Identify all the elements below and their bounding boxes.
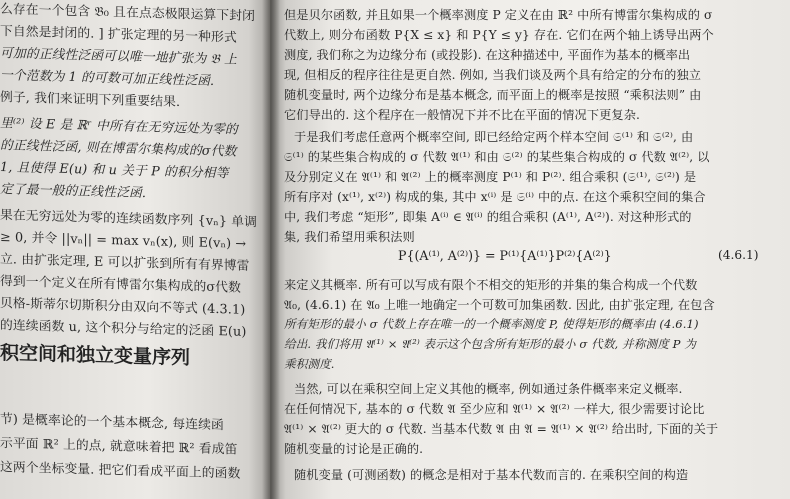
equation-row [270, 248, 790, 268]
section-heading: 积空间和独立变量序列 [0, 342, 191, 369]
right-page [270, 0, 790, 499]
left-line-4: 一个范数为 1 的可数可加正线性泛函. [0, 68, 215, 89]
right-line-22: 随机变量 (可测函数) 的概念是相对于基本代数而言的. 在乘积空间的构造 [294, 468, 689, 482]
left-line-16: 节) 是概率论的一个基本概念, 每连续函 [0, 412, 224, 434]
right-line-20: 𝔄⁽¹⁾ × 𝔄⁽²⁾ 更大的 σ 代数. 当基本代数 𝔄 由 𝔄 = 𝔄⁽¹⁾ × 𝔄⁽²⁾ 给出时, 下面的关于 [284, 422, 719, 436]
left-page [0, 0, 270, 499]
left-line-9: 定了最一般的正线性泛函. [0, 182, 147, 202]
right-line-4: 现, 但相反的程序往往是更自然. 例如, 当我们谈及两个具有给定的分布的独立 [284, 68, 702, 82]
left-line-11: ≥ 0, 并令 ||vₙ|| = max vₙ(x), 则 E(vₙ) → [0, 230, 247, 252]
left-line-7: 的正线性泛函, 则在博雷尔集构成的σ代数 [0, 138, 237, 160]
right-line-7: 于是我们考虑任意两个概率空间, 即已经给定两个样本空间 𝔖⁽¹⁾ 和 𝔖⁽²⁾, 由 [294, 130, 694, 144]
product-rule-equation: P{(A⁽¹⁾, A⁽²⁾)} = P⁽¹⁾{A⁽¹⁾}P⁽²⁾{A⁽²⁾} [398, 248, 612, 263]
right-line-5: 随机变量时, 两个边缘分布是基本概念, 而平面上的概率是按照 “乘积法则” 由 [284, 88, 702, 102]
right-line-9: 及分别定义在 𝔄⁽¹⁾ 和 𝔄⁽²⁾ 上的概率测度 P⁽¹⁾ 和 P⁽²⁾. 组合乘积 (𝔖⁽¹⁾, 𝔖⁽²⁾) 是 [284, 170, 697, 184]
right-line-15: 所有矩形的最小 σ 代数上存在唯一的一个概率测度 P, 使得矩形的概率由 (4.6.1) [284, 317, 699, 331]
left-line-15: 的连续函数 u, 这个积分与给定的泛函 E(u) [0, 318, 247, 340]
left-line-12: 立. 由扩张定理, E 可以扩张到所有有界博雷 [0, 252, 250, 274]
left-line-2: 下自然是封闭的. ] 扩张定理的另一种形式 [0, 24, 237, 46]
right-line-6: 它们导出的. 这个程序在一般情况下并不比在平面的情况下更复杂. [284, 108, 640, 122]
right-line-3: 测度, 我们称之为边缘分布 (或投影). 在这种描述中, 平面作为基本的概率出 [284, 48, 691, 62]
left-line-8: 1, 且使得 E(u) 和 u 关于 P 的积分相等 [0, 160, 229, 182]
right-line-10: 所有序对 (x⁽¹⁾, x⁽²⁾) 构成的集, 其中 x⁽ⁱ⁾ 是 𝔖⁽ⁱ⁾ 中的点. 在这个乘积空间的集合 [284, 190, 706, 204]
left-line-17: 示平面 ℝ² 上的点, 就意味着把 ℝ² 看成笛 [0, 436, 238, 458]
right-line-11: 中, 我们考虑 “矩形”, 即集 A⁽ⁱ⁾ ∈ 𝔄⁽ⁱ⁾ 的组合乘积 (A⁽¹⁾, A⁽²⁾). 对这种形式的 [284, 210, 692, 224]
right-line-17: 乘积测度. [284, 357, 335, 371]
right-line-19: 在任何情况下, 基本的 σ 代数 𝔄 至少应和 𝔄⁽¹⁾ × 𝔄⁽²⁾ 一样大, 很少需要讨论比 [284, 402, 705, 416]
left-line-14: 贝格-斯蒂尔切斯积分由双向不等式 (4.3.1) [0, 296, 246, 318]
equation-number: (4.6.1) [718, 248, 759, 262]
right-line-1: 但是贝尔函数, 并且如果一个概率测度 P 定义在由 ℝ² 中所有博雷尔集构成的 σ [284, 8, 713, 22]
right-line-16: 给出. 我们将用 𝔄⁽¹⁾ × 𝔄⁽²⁾ 表示这个包含所有矩形的最小 σ 代数, 并称测度 P 为 [284, 337, 697, 351]
left-line-6: 里⁽²⁾ 设 E 是 ℝʳ 中所有在无穷远处为零的 [0, 116, 238, 138]
left-line-13: 得到一个定义在所有博雷尔集构成的σ代数 [0, 274, 241, 296]
book-gutter-shadow [262, 0, 280, 499]
left-line-3: 可加的正线性泛函可以唯一地扩张为 𝔅 上 [0, 46, 237, 68]
left-line-18: 这两个坐标变量. 把它们看成平面上的函数 [0, 460, 241, 482]
right-line-13: 来定义其概率. 所有可以写成有限个不相交的矩形的并集的集合构成一个代数 [284, 278, 698, 292]
right-line-12: 集, 我们希望用乘积法则 [284, 230, 415, 244]
left-line-10: 果在无穷远处为零的连续函数序列 {vₙ} 单调 [0, 208, 258, 231]
left-line-1: 么存在一个包含 𝔅₀ 且在点态极限运算下封闭 [0, 2, 256, 25]
left-line-5: 例子, 我们来证明下列重要结果. [0, 90, 181, 111]
right-line-18: 当然, 可以在乘积空间上定义其他的概率, 例如通过条件概率来定义概率. [294, 382, 683, 396]
right-line-8: 𝔖⁽¹⁾ 的某些集合构成的 σ 代数 𝔄⁽¹⁾ 和由 𝔖⁽²⁾ 的某些集合构成的 σ 代数 𝔄⁽²⁾, 以 [284, 150, 710, 164]
right-line-14: 𝔄₀, (4.6.1) 在 𝔄₀ 上唯一地确定一个可数可加集函数. 因此, 由扩张定理, 在包含 [284, 298, 715, 312]
right-line-21: 随机变量的讨论是正确的. [284, 442, 424, 456]
right-line-2: 代数上, 则分布函数 P{X ≤ x} 和 P{Y ≤ y} 存在. 它们在两个轴上诱导出两个 [284, 28, 714, 42]
